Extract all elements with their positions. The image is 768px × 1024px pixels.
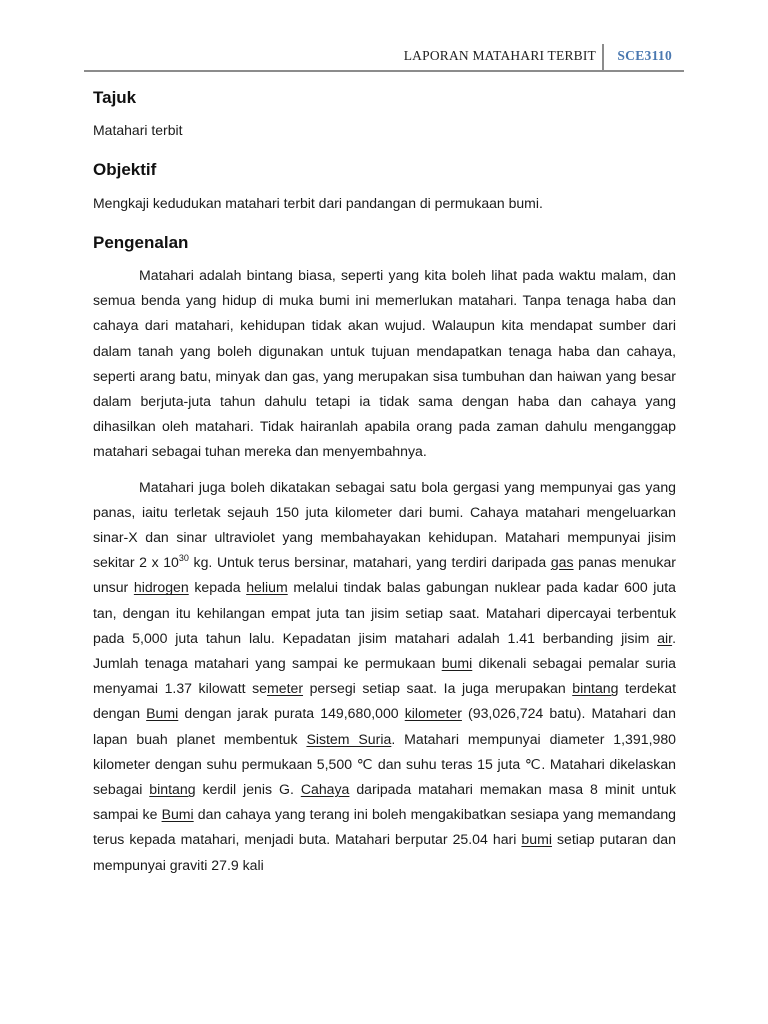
p2-text: (93,026,724 batu). Matahari dan lapan buah planet membentuk xyxy=(93,705,676,747)
link-bumi[interactable]: Bumi xyxy=(146,705,179,722)
tajuk-text: Matahari terbit xyxy=(93,122,183,138)
p2-text: daripada matahari memakan masa 8 minit untuk sampai ke xyxy=(93,781,676,823)
exponent: 30 xyxy=(178,553,189,564)
heading-objektif: Objektif xyxy=(93,160,157,179)
p2-text: melalui tindak balas gabungan nuklear pada kadar 600 juta tan, dengan itu kehilangan empat juta tan jisim setiap saat. Matahari dipercayai terbentuk pada 5,000 juta tahun lalu. Kepadatan jisim matahari adalah 1.41 berbanding jisim xyxy=(93,579,676,646)
link-sistem-suria[interactable]: Sistem Suria xyxy=(306,730,392,747)
link-cahaya[interactable]: Cahaya xyxy=(300,781,350,798)
link-hidrogen[interactable]: hidrogen xyxy=(133,579,189,596)
page-header xyxy=(84,42,684,72)
p2-text: . Jumlah tenaga matahari yang sampai ke permukaan xyxy=(93,629,676,672)
p2-text: persegi setiap saat. Ia juga merupakan xyxy=(303,680,573,697)
link-bumi[interactable]: bumi xyxy=(441,655,473,672)
p2-text: terdekat dengan xyxy=(93,680,676,722)
link-bumi[interactable]: Bumi xyxy=(161,806,194,823)
pengenalan-paragraph-2 xyxy=(93,475,676,878)
p2-text: panas menukar unsur xyxy=(93,554,676,596)
objektif-text: Mengkaji kedudukan matahari terbit dari pandangan di permukaan bumi. xyxy=(93,195,543,211)
header-divider xyxy=(602,44,604,70)
course-code: SCE3110 xyxy=(617,48,672,63)
link-bintang[interactable]: bintang xyxy=(572,680,619,697)
link-air[interactable]: air xyxy=(657,629,673,646)
p2-text: dikenali sebagai pemalar suria menyamai 1.37 kilowatt se xyxy=(93,655,676,697)
link-bumi[interactable]: bumi xyxy=(521,831,552,848)
p2-text: dan cahaya yang terang ini boleh mengakibatkan sesiapa yang memandang terus kepada matahari, menjadi buta. Matahari berputar 25.04 hari xyxy=(93,806,676,848)
p2-text: kepada xyxy=(188,579,247,596)
link-meter[interactable]: meter xyxy=(267,680,304,697)
p2-text: kg. Untuk terus bersinar, matahari, yang terdiri daripada xyxy=(188,554,551,571)
link-bintang[interactable]: bintang xyxy=(149,781,196,798)
p2-text: Matahari juga boleh dikatakan sebagai satu bola gergasi yang mempunyai gas yang panas, iaitu terletak sejauh 150 juta kilometer dari bumi. Cahaya matahari mengeluarkan sinar-X dan sinar ultraviolet yang membahayakan kehidupan. Matahari mempunyai jisim sekitar 2 x 10 xyxy=(93,478,676,571)
document-body xyxy=(93,84,676,878)
p2-text: dengan jarak purata 149,680,000 xyxy=(178,705,405,722)
pengenalan-paragraph-1: Matahari adalah bintang biasa, seperti yang kita boleh lihat pada waktu malam, dan semua benda yang hidup di muka bumi ini memerlukan matahari. Tanpa tenaga haba dan cahaya dari matahari, kehidupan tidak akan wujud. Walaupun kita mendapat sumber dari dalam tanah yang boleh digunakan untuk tujuan mendapatkan tenaga haba dan cahaya, seperti arang batu, minyak dan gas, yang merupakan sisa tumbuhan dan haiwan yang besar dalam berjuta-juta tahun dahulu tetapi ia tidak sama dengan haba dan cahaya yang dihasilkan oleh matahari. Tidak hairanlah apabila orang pada zaman dahulu menganggap matahari sebagai tuhan mereka dan menyembahnya. xyxy=(93,267,676,460)
p2-text: . Matahari mempunyai diameter 1,391,980 kilometer dengan suhu permukaan 5,500 ℃ dan suhu teras 15 juta ℃. Matahari dikelaskan sebagai xyxy=(93,730,677,798)
p2-text: setiap putaran dan mempunyai graviti 27.9 kali xyxy=(93,831,676,873)
heading-tajuk: Tajuk xyxy=(93,88,137,107)
header-title: LAPORAN MATAHARI TERBIT xyxy=(403,48,596,63)
link-gas[interactable]: gas xyxy=(550,554,574,571)
heading-pengenalan: Pengenalan xyxy=(93,233,189,252)
link-helium[interactable]: helium xyxy=(246,579,288,596)
link-kilometer[interactable]: kilometer xyxy=(404,705,462,722)
p2-text: kerdil jenis G. xyxy=(195,781,301,798)
